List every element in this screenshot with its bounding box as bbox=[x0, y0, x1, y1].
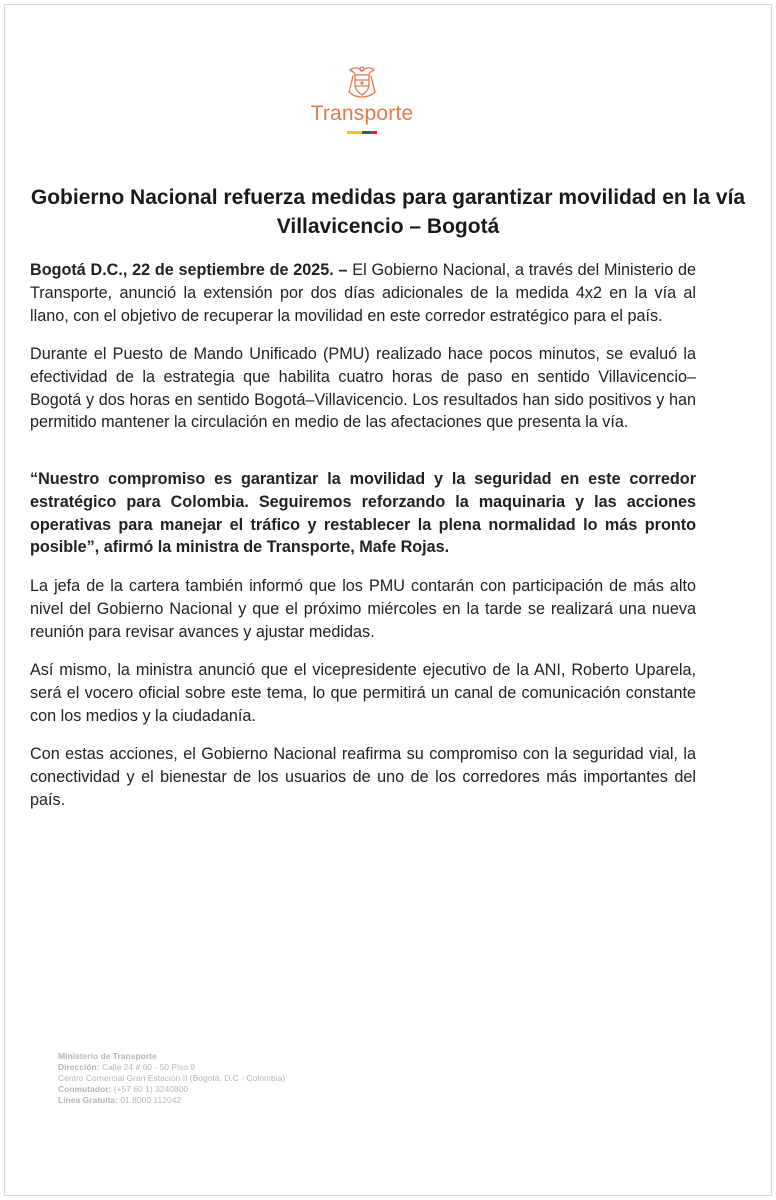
logo-wordmark: Transporte bbox=[310, 102, 414, 125]
footer-address-label: Dirección: bbox=[58, 1062, 100, 1072]
footer-contact bbox=[58, 1051, 358, 1106]
footer-phone-line bbox=[58, 1084, 358, 1095]
flag-blue-stripe bbox=[362, 131, 370, 134]
footer-free: 01 8000 112042 bbox=[117, 1095, 182, 1105]
coat-of-arms-icon bbox=[342, 62, 382, 102]
footer-free-line bbox=[58, 1095, 358, 1106]
dateline: Bogotá D.C., 22 de septiembre de 2025. – bbox=[30, 261, 348, 279]
paragraph-6: Con estas acciones, el Gobierno Nacional reafirma su compromiso con la seguridad vial, la conectividad y el bienestar de los usuarios de uno de los corredores más importantes del país. bbox=[30, 745, 696, 809]
paragraph-2: Durante el Puesto de Mando Unificado (PMU) realizado hace pocos minutos, se evaluó la efectividad de la estrategia que habilita cuatro horas de paso en sentido Villavicencio–Bogotá y dos horas en sentido Bogotá–Villavicencio. Los resultados han sido positivos y han permitido mantener la circulación en medio de las afectaciones que presenta la vía. bbox=[30, 345, 696, 432]
paragraph-5: Así mismo, la ministra anunció que el vicepresidente ejecutivo de la ANI, Roberto Uparela, será el vocero oficial sobre este tema, lo que permitirá un canal de comunicación constante con los medios y la ciudadanía. bbox=[30, 661, 696, 725]
paragraph-1 bbox=[30, 259, 696, 327]
footer-phone: (+57 60 1) 3240800 bbox=[111, 1084, 189, 1094]
paragraph-1-text: El Gobierno Nacional, a través del Ministerio de Transporte, anunció la extensión por dos días adicionales de la medida 4x2 en la vía al llano, con el objetivo de recuperar la movilidad en este corredor estratégico para el país. bbox=[30, 261, 696, 325]
footer-address-2: Centro Comercial Gran Estación II (Bogotá, D.C - Colombia) bbox=[58, 1073, 286, 1083]
footer-address-line bbox=[58, 1062, 358, 1073]
paragraph-4: La jefa de la cartera también informó que los PMU contarán con participación de más alto nivel del Gobierno Nacional y que el próximo miércoles en la tarde se realizará una nueva reunión para revisar avances y ajustar medidas. bbox=[30, 577, 696, 641]
footer-free-label: Línea Gratuita: bbox=[58, 1095, 118, 1105]
colombia-flag-bar bbox=[347, 131, 377, 134]
flag-red-stripe bbox=[370, 131, 377, 134]
document-title: Gobierno Nacional refuerza medidas para garantizar movilidad en la vía Villavicencio – Bogotá bbox=[30, 186, 746, 238]
flag-yellow-stripe bbox=[347, 131, 362, 134]
footer-org: Ministerio de Transporte bbox=[58, 1051, 157, 1061]
transporte-logo bbox=[300, 62, 424, 140]
minister-quote: “Nuestro compromiso es garantizar la movilidad y la seguridad en este corredor estratégico para Colombia. Seguiremos reforzando la maquinaria y las acciones operativas para manejar el tráfico y restablecer la plena normalidad lo más pronto posible”, afirmó la ministra de Transporte, Mafe Rojas. bbox=[30, 470, 696, 557]
footer-phone-label: Conmutador: bbox=[58, 1084, 112, 1094]
footer-address: Calle 24 # 60 - 50 Piso 9 bbox=[99, 1062, 196, 1072]
